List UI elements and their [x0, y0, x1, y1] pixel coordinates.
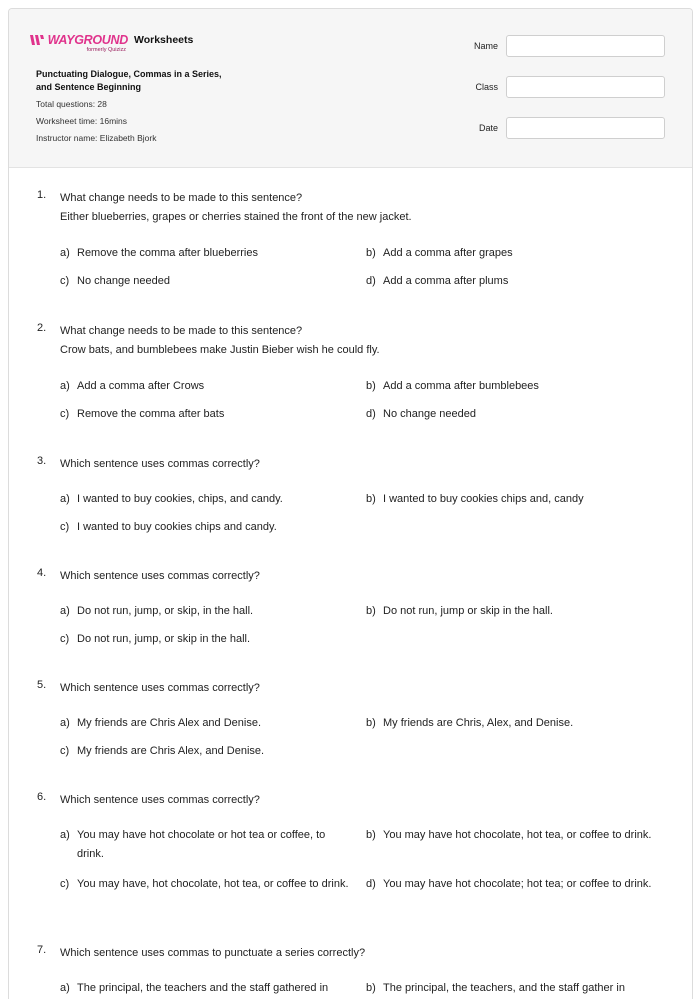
- question-sentence: Either blueberries, grapes or cherries stained the front of the new jacket.: [60, 211, 412, 223]
- worksheet-page: [8, 8, 693, 999]
- worksheet-time: Worksheet time: 16mins: [36, 116, 128, 126]
- option-c[interactable]: c) My friends are Chris Alex, and Denise.: [60, 745, 265, 757]
- option-d[interactable]: d) You may have hot chocolate; hot tea; or coffee to drink.: [366, 878, 652, 890]
- date-label: Date: [478, 123, 498, 133]
- name-field: [458, 35, 665, 57]
- question-text: What change needs to be made to this sentence? Crow bats, and bumblebees make Justin Bieber wish he could fly.: [60, 322, 660, 360]
- brand: [36, 33, 193, 53]
- question-number: 1.: [37, 189, 47, 201]
- option-b[interactable]: b) Add a comma after grapes: [366, 247, 513, 259]
- option-b[interactable]: b) I wanted to buy cookies chips and, candy: [366, 493, 584, 505]
- date-field: [458, 117, 665, 139]
- option-a[interactable]: a) Add a comma after Crows: [60, 380, 205, 392]
- worksheet-header: [9, 9, 692, 168]
- option-a[interactable]: a) Do not run, jump, or skip, in the hall.: [60, 605, 254, 617]
- logo-text: WAYGROUND: [47, 33, 128, 47]
- question-text: Which sentence uses commas to punctuate a series correctly?: [60, 947, 366, 959]
- question-number: 2.: [37, 322, 47, 334]
- option-c[interactable]: c) You may have, hot chocolate, hot tea, or coffee to drink.: [60, 878, 349, 890]
- option-a[interactable]: a) Remove the comma after blueberries: [60, 247, 258, 259]
- option-c[interactable]: c) No change needed: [60, 275, 170, 287]
- class-field: [458, 76, 665, 98]
- option-d[interactable]: d) No change needed: [366, 408, 476, 420]
- option-a[interactable]: a) You may have hot chocolate or hot tea or coffee, to drink.: [60, 829, 326, 860]
- option-b[interactable]: b) Do not run, jump or skip in the hall.: [366, 605, 553, 617]
- question-number: 7.: [37, 944, 47, 956]
- option-b[interactable]: b) Add a comma after bumblebees: [366, 380, 539, 392]
- question-sentence: Crow bats, and bumblebees make Justin Bieber wish he could fly.: [60, 344, 380, 356]
- option-c[interactable]: c) I wanted to buy cookies chips and candy.: [60, 521, 277, 533]
- question-number: 4.: [37, 567, 47, 579]
- question-text: Which sentence uses commas correctly?: [60, 458, 260, 470]
- total-questions: Total questions: 28: [36, 99, 107, 109]
- date-input[interactable]: [506, 117, 665, 139]
- option-b[interactable]: b) My friends are Chris, Alex, and Denise.: [366, 717, 574, 729]
- question-number: 6.: [37, 791, 47, 803]
- question-text: What change needs to be made to this sentence? Either blueberries, grapes or cherries stained the front of the new jacket.: [60, 189, 660, 227]
- class-label: Class: [475, 82, 498, 92]
- question-text: Which sentence uses commas correctly?: [60, 570, 260, 582]
- logo: [36, 33, 128, 53]
- question-number: 3.: [37, 455, 47, 467]
- name-input[interactable]: [506, 35, 665, 57]
- question-text: Which sentence uses commas correctly?: [60, 794, 260, 806]
- option-a[interactable]: a) My friends are Chris Alex and Denise.: [60, 717, 262, 729]
- option-d[interactable]: d) Add a comma after plums: [366, 275, 509, 287]
- option-a[interactable]: a) I wanted to buy cookies, chips, and candy.: [60, 493, 283, 505]
- option-a[interactable]: a) The principal, the teachers and the staff gathered in: [60, 982, 329, 994]
- question-text: Which sentence uses commas correctly?: [60, 682, 260, 694]
- name-label: Name: [473, 41, 498, 51]
- question-number: 5.: [37, 679, 47, 691]
- class-input[interactable]: [506, 76, 665, 98]
- option-c[interactable]: c) Remove the comma after bats: [60, 408, 225, 420]
- logo-subtitle: formerly Quizizz: [86, 47, 126, 53]
- instructor-name: Instructor name: Elizabeth Bjork: [36, 133, 157, 143]
- option-c[interactable]: c) Do not run, jump, or skip in the hall.: [60, 633, 251, 645]
- product-name: Worksheets: [134, 34, 194, 46]
- wayground-logo-icon: [29, 34, 45, 46]
- option-b[interactable]: b) The principal, the teachers, and the staff gather in: [366, 982, 625, 994]
- option-b[interactable]: b) You may have hot chocolate, hot tea, or coffee to drink.: [366, 829, 652, 841]
- worksheet-title: Punctuating Dialogue, Commas in a Series, and Sentence Beginning: [36, 69, 222, 92]
